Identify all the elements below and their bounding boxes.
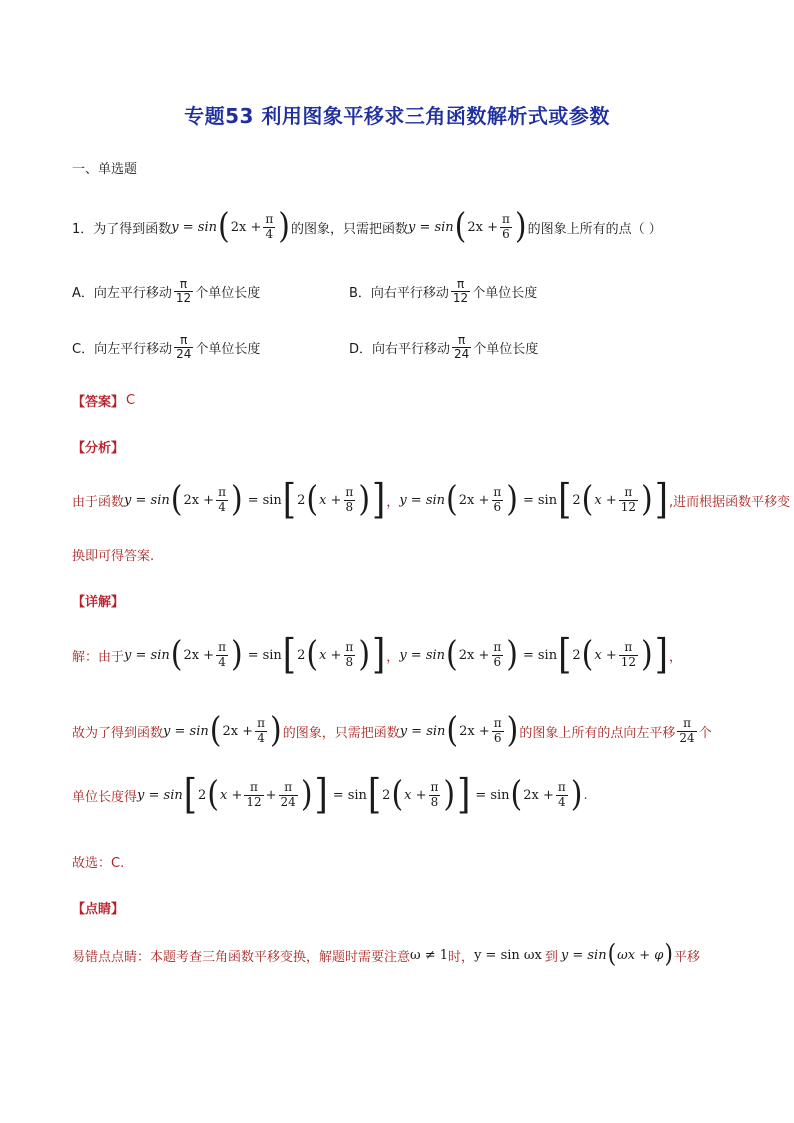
plus: + (265, 787, 277, 803)
fraction-denominator: 12 (620, 654, 636, 669)
fraction-denominator: 12 (246, 794, 262, 809)
detail-text: 单位长度得 (72, 789, 138, 805)
formula-text: sin (347, 787, 367, 803)
fraction-numerator: π (284, 780, 293, 795)
fraction-denominator: 24 (454, 347, 470, 362)
fraction-denominator: 4 (257, 730, 265, 745)
formula-text: y = sin (399, 647, 446, 663)
equals: = (522, 647, 534, 663)
fraction-numerator: π (430, 780, 439, 795)
paren-left: ( (306, 634, 319, 675)
fraction-denominator: 12 (452, 291, 469, 306)
fraction (279, 781, 298, 808)
paren-right: ) (664, 940, 673, 969)
formula-text: y = sin (407, 219, 454, 235)
fraction-numerator: π (250, 780, 258, 795)
analysis-tag: 【分析】 (72, 441, 125, 456)
fraction-numerator: π (345, 485, 354, 500)
formula-text: 2x + (222, 723, 254, 739)
bracket-left: [ (183, 771, 197, 819)
fraction (174, 278, 193, 305)
fraction (429, 781, 441, 808)
fraction (255, 717, 267, 744)
paren-right: ) (506, 710, 519, 751)
fraction (491, 486, 503, 513)
detail-line-3 (72, 771, 588, 819)
formula-text: sin (537, 492, 558, 508)
fraction-denominator: 12 (620, 499, 636, 514)
fraction-numerator: π (458, 333, 466, 347)
paren-left: ( (306, 479, 319, 520)
formula-text: 2x + (458, 647, 490, 663)
fraction (451, 278, 470, 305)
fraction (216, 486, 228, 513)
note-text: 平移 (673, 949, 700, 965)
paren-left: ( (446, 479, 458, 520)
fraction-numerator: π (624, 485, 633, 500)
paren-left: ( (607, 940, 617, 969)
formula (399, 631, 669, 679)
paren-left: ( (391, 774, 404, 815)
paren-left: ( (581, 479, 594, 520)
equals: = (332, 787, 344, 803)
option-label: A．向左平行移动 (72, 286, 172, 302)
fraction (619, 641, 638, 668)
paren-right: ) (230, 634, 243, 675)
detail-text: 个 (698, 725, 712, 741)
formula-text: 2 (572, 647, 581, 663)
paren-left: ( (170, 634, 183, 675)
analysis-suffix: ,进而根据函数平移变 (668, 494, 791, 510)
formula-text: 2 (572, 492, 581, 508)
separator: ， (386, 494, 400, 510)
fraction-numerator: π (493, 485, 502, 500)
bracket-right: ] (654, 631, 668, 679)
formula-text: 2x + (467, 219, 499, 235)
answer-value: C (126, 393, 136, 408)
formula-text: y = sin (163, 723, 209, 739)
option-suffix: 个单位长度 (195, 286, 261, 302)
paren-left: ( (510, 774, 523, 815)
note-condition: ω ≠ 1 (410, 947, 449, 963)
paren-left: ( (217, 206, 230, 247)
equals: = (522, 492, 534, 508)
fraction (343, 641, 355, 668)
formula (137, 771, 583, 819)
fraction (343, 486, 355, 513)
formula-text: x + (219, 787, 243, 803)
fraction-numerator: π (624, 640, 633, 655)
fraction (556, 781, 568, 808)
detail-conclusion: 故选：C. (72, 856, 125, 871)
formula-source (407, 206, 528, 247)
note-text: 时， (448, 949, 475, 965)
formula-text: y = sin (124, 492, 170, 508)
fraction-numerator: π (456, 277, 465, 291)
fraction-denominator: 12 (175, 291, 192, 306)
bracket-right: ] (457, 771, 471, 819)
bracket-right: ] (372, 631, 386, 679)
option-suffix: 个单位长度 (195, 342, 261, 358)
paren-right: ) (641, 634, 653, 675)
fraction-numerator: π (218, 640, 226, 655)
formula-text: x + (404, 787, 427, 803)
answer-tag: 【答案】 (72, 395, 125, 410)
bracket-left: [ (282, 476, 297, 524)
bracket-left: [ (367, 771, 382, 819)
paren-right: ) (443, 774, 456, 815)
formula (560, 940, 674, 969)
option-suffix: 个单位长度 (473, 342, 539, 358)
bracket-left: [ (558, 631, 572, 679)
formula-text: 2x + (523, 787, 554, 803)
note-text: 易错点点睛：本题考查三角函数平移变换，解题时需要注意 (72, 949, 411, 965)
fraction (452, 334, 471, 361)
formula-text: 2x + (183, 647, 215, 663)
formula-text: 2 (297, 647, 306, 663)
question-middle: 的图象，只需把函数 (290, 221, 408, 237)
page-title: 专题53 利用图象平移求三角函数解析式或参数 (184, 104, 610, 128)
formula-text: 2x + (183, 492, 215, 508)
fraction-numerator: π (257, 716, 265, 731)
option-label: B．向右平行移动 (349, 286, 449, 302)
analysis-line-1 (72, 476, 791, 524)
fraction-numerator: π (493, 640, 502, 655)
paren-right: ) (278, 206, 290, 247)
formula-text: x + (594, 492, 617, 508)
fraction (263, 213, 275, 240)
fraction-denominator: 8 (345, 654, 354, 669)
fraction (619, 486, 638, 513)
question-stem (72, 206, 662, 247)
formula-text: sin (537, 647, 558, 663)
paren-right: ) (570, 774, 583, 815)
fraction (491, 641, 503, 668)
fraction-numerator: π (683, 716, 691, 731)
answer-row (72, 391, 135, 410)
option-c[interactable] (72, 334, 260, 361)
fraction-numerator: π (502, 212, 510, 227)
fraction-numerator: π (218, 485, 226, 500)
formula-text: sin (262, 647, 282, 663)
formula (124, 631, 386, 679)
formula-text: y = sin (560, 947, 607, 963)
formula-target (171, 206, 291, 247)
paren-right: ) (506, 634, 518, 675)
option-a[interactable] (72, 278, 260, 305)
formula-text: 2 (197, 787, 207, 803)
formula-text: 2x + (459, 723, 490, 739)
fraction-denominator: 4 (218, 499, 226, 514)
fraction-denominator: 4 (218, 654, 226, 669)
fraction-denominator: 24 (679, 730, 695, 745)
paren-left: ( (207, 774, 219, 815)
equals: = (247, 647, 259, 663)
formula-text: y = sin (399, 492, 446, 508)
formula-text: 2 (297, 492, 306, 508)
paren-right: ) (358, 479, 371, 520)
detail-text: 的图象，只需把函数 (282, 725, 400, 741)
formula-text: 2x + (230, 219, 262, 235)
note-tag: 【点睛】 (72, 902, 125, 917)
analysis-prefix: 由于函数 (72, 494, 125, 510)
question-suffix: 的图象上所有的点（ ） (527, 221, 662, 237)
section-heading: 一、单选题 (72, 162, 138, 177)
fraction-denominator: 24 (176, 347, 192, 362)
paren-right: ) (641, 479, 653, 520)
fraction-denominator: 4 (265, 226, 274, 241)
fraction (244, 781, 263, 808)
option-b[interactable] (349, 278, 537, 305)
paren-right: ) (506, 479, 518, 520)
analysis-line-2: 换即可得答案. (72, 549, 155, 564)
fraction-numerator: π (179, 277, 188, 291)
option-suffix: 个单位长度 (472, 286, 538, 302)
formula-text: x + (319, 647, 342, 663)
fraction-numerator: π (345, 640, 354, 655)
paren-right: ) (300, 774, 313, 815)
formula-text: 2x + (458, 492, 490, 508)
fraction (174, 334, 193, 361)
equals: = (475, 787, 487, 803)
fraction-denominator: 24 (280, 794, 296, 809)
detail-prefix: 解：由于 (72, 649, 125, 665)
paren-left: ( (454, 206, 467, 247)
separator: ， (386, 649, 400, 665)
paren-left: ( (581, 634, 594, 675)
question-prefix: 1．为了得到函数 (72, 221, 172, 237)
separator: ， (668, 649, 682, 665)
option-label: D．向右平行移动 (349, 342, 451, 358)
bracket-left: [ (282, 631, 297, 679)
formula-text: 2 (382, 787, 391, 803)
fraction-denominator: 6 (493, 499, 502, 514)
fraction (216, 641, 228, 668)
detail-text: 的图象上所有的点向左平移 (519, 725, 676, 741)
formula-text: sin (262, 492, 282, 508)
fraction-numerator: π (493, 716, 502, 731)
bracket-right: ] (372, 476, 386, 524)
detail-text: . (583, 787, 588, 803)
bracket-left: [ (558, 476, 572, 524)
detail-line-1 (72, 631, 682, 679)
fraction-numerator: π (265, 212, 274, 227)
formula (163, 710, 283, 751)
detail-line-2 (72, 710, 712, 751)
bracket-right: ] (314, 771, 328, 819)
paren-left: ( (170, 479, 183, 520)
formula: y = sin ωx (474, 947, 542, 963)
note-line (72, 940, 700, 969)
paren-right: ) (269, 710, 282, 751)
fraction-denominator: 6 (502, 226, 510, 241)
detail-tag: 【详解】 (72, 595, 125, 610)
formula-text: y = sin (137, 787, 183, 803)
note-text: 到 (544, 949, 558, 965)
detail-text: 故为了得到函数 (72, 725, 164, 741)
paren-left: ( (446, 634, 458, 675)
formula-text: x + (594, 647, 617, 663)
fraction-denominator: 6 (493, 654, 502, 669)
bracket-right: ] (654, 476, 668, 524)
paren-left: ( (446, 710, 459, 751)
option-label: C．向左平行移动 (72, 342, 173, 358)
fraction-denominator: 8 (345, 499, 354, 514)
paren-right: ) (514, 206, 527, 247)
formula (124, 476, 386, 524)
fraction-numerator: π (557, 780, 566, 795)
formula-text: x + (319, 492, 342, 508)
fraction-denominator: 6 (493, 730, 502, 745)
formula-text: sin (490, 787, 510, 803)
fraction-denominator: 8 (430, 794, 439, 809)
fraction (500, 213, 512, 240)
fraction-numerator: π (180, 333, 188, 347)
paren-right: ) (230, 479, 243, 520)
formula-text: y = sin (124, 647, 170, 663)
formula-text: y = sin (171, 219, 217, 235)
formula-text: y = sin (399, 723, 446, 739)
fraction (492, 717, 504, 744)
paren-right: ) (358, 634, 371, 675)
option-d[interactable] (349, 334, 538, 361)
paren-left: ( (209, 710, 222, 751)
fraction-denominator: 4 (558, 794, 566, 809)
formula-text: ωx + φ (617, 947, 664, 963)
fraction (677, 717, 696, 744)
equals: = (247, 492, 259, 508)
formula (399, 476, 669, 524)
formula (399, 710, 520, 751)
